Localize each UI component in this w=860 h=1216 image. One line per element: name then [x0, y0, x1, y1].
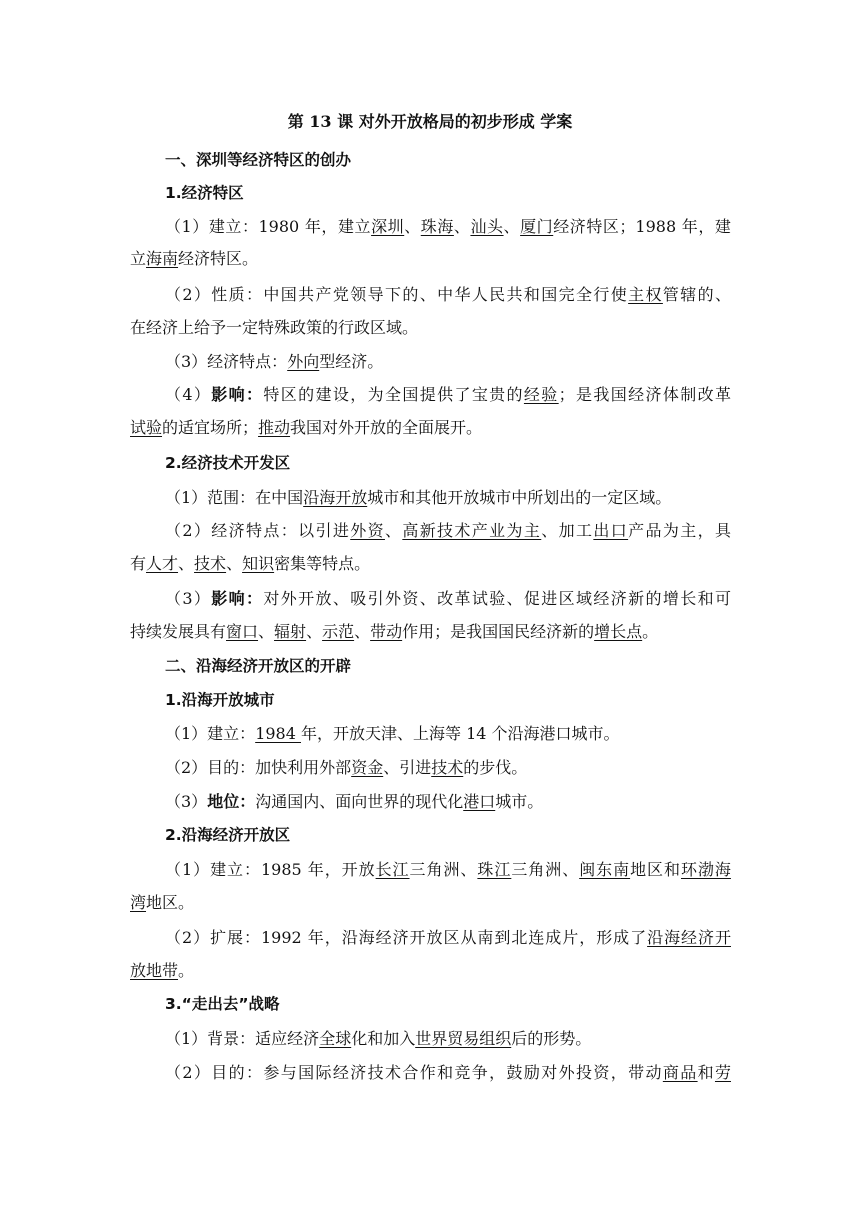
paragraph-cities-purpose: （2）目的：加快利用外部资金、引进技术的步伐。: [165, 758, 528, 777]
paragraph-going-out-background: （1）背景：适应经济全球化和加入世界贸易组织后的形势。: [165, 1029, 592, 1048]
paragraph-nature-line1: （2）性质：中国共产党领导下的、中华人民共和国完全行使主权管辖的、: [165, 285, 731, 304]
sub-heading-special-zones: 1.经济特区: [165, 184, 244, 202]
sub-heading-coastal-open-zones: 2.沿海经济开放区: [165, 826, 291, 844]
paragraph-nature-line2: 在经济上给予一定特殊政策的行政区域。: [130, 318, 419, 337]
paragraph-zones-expansion-line2: 放地带。: [130, 961, 195, 980]
paragraph-features: （3）经济特点：外向型经济。: [165, 352, 384, 371]
paragraph-zones-expansion-line1: （2）扩展：1992 年，沿海经济开放区从南到北连成片，形成了沿海经济开: [165, 928, 731, 947]
section2-heading: 二、沿海经济开放区的开辟: [165, 657, 352, 675]
paragraph-impact-line1: （4）影响：特区的建设，为全国提供了宝贵的经验；是我国经济体制改革: [165, 385, 731, 404]
paragraph-dev-features-line2: 有人才、技术、知识密集等特点。: [130, 554, 371, 573]
paragraph-dev-features-line1: （2）经济特点：以引进外资、高新技术产业为主、加工出口产品为主，具: [165, 521, 731, 540]
paragraph-cities-establishment: （1）建立：1984 年，开放天津、上海等 14 个沿海港口城市。: [165, 724, 620, 743]
paragraph-dev-impact-line2: 持续发展具有窗口、辐射、示范、带动作用；是我国国民经济新的增长点。: [130, 622, 659, 641]
document-title: 第 13 课 对外开放格局的初步形成 学案: [287, 112, 573, 131]
sub-heading-coastal-cities: 1.沿海开放城市: [165, 691, 275, 709]
paragraph-zones-establishment-line2: 湾地区。: [130, 893, 195, 912]
paragraph-zones-establishment-line1: （1）建立：1985 年，开放长江三角洲、珠江三角洲、闽东南地区和环渤海: [165, 860, 731, 879]
paragraph-going-out-purpose: （2）目的：参与国际经济技术合作和竞争，鼓励对外投资，带动商品和劳: [165, 1063, 731, 1082]
sub-heading-going-out: 3.“走出去”战略: [165, 995, 280, 1013]
sub-heading-dev-zones: 2.经济技术开发区: [165, 454, 291, 472]
section1-heading: 一、深圳等经济特区的创办: [165, 151, 352, 169]
paragraph-scope: （1）范围：在中国沿海开放城市和其他开放城市中所划出的一定区域。: [165, 488, 672, 507]
paragraph-establishment-line1: （1）建立：1980 年，建立深圳、珠海、汕头、厦门经济特区；1988 年，建: [165, 217, 731, 236]
paragraph-cities-status: （3）地位：沟通国内、面向世界的现代化港口城市。: [165, 792, 544, 811]
paragraph-establishment-line2: 立海南经济特区。: [130, 249, 259, 268]
paragraph-impact-line2: 试验的适宜场所；推动我国对外开放的全面展开。: [130, 418, 483, 437]
paragraph-dev-impact-line1: （3）影响：对外开放、吸引外资、改革试验、促进区域经济新的增长和可: [165, 589, 731, 608]
